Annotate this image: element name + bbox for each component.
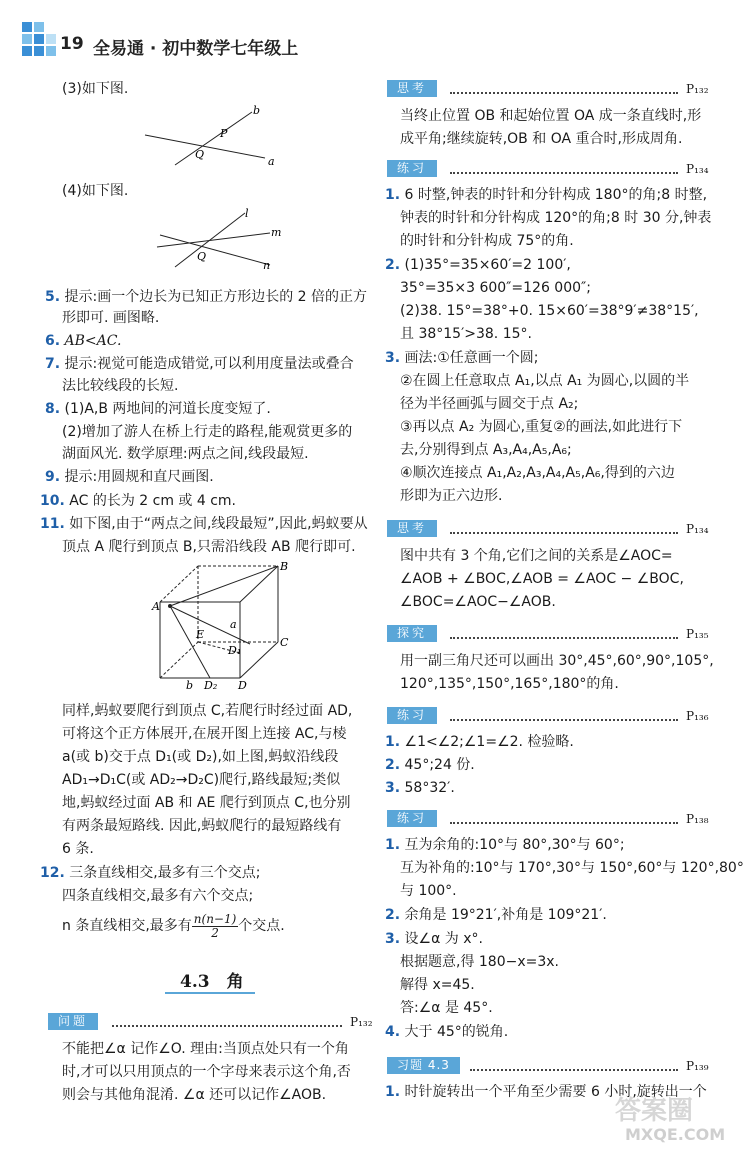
sikao1-line1: 当终止位置 OB 和起始位置 OA 成一条直线时,形 [400, 108, 702, 124]
wenti-page: P₁₃₂ [350, 1015, 373, 1029]
tanjiu-line1: 用一副三角尺还可以画出 30°,45°,60°,90°,105°, [400, 653, 714, 669]
figure-3-lines [140, 100, 290, 170]
fig3-b: b [253, 104, 261, 117]
sikao1-tag: 思考 [387, 80, 437, 97]
lianxi3-page: P₁₃₈ [686, 812, 709, 826]
lianxi1-q2-line2: 35°=35×3 600″=126 000″; [400, 280, 591, 296]
lianxi1-q3-line5: 去,分别得到点 A₃,A₄,A₅,A₆; [400, 442, 572, 458]
wenti-line2: 时,才可以只用顶点的一个字母来表示这个角,否 [62, 1064, 351, 1080]
lianxi3-q1: 1. 互为余角的:10°与 80°,30°与 60°; [385, 837, 625, 853]
q11b-line5: 地,蚂蚁经过面 AB 和 AE 爬行到顶点 C,也分别 [62, 795, 351, 811]
sikao1-dots [450, 92, 678, 94]
wenti-line3: 则会与其他角混淆. ∠α 还可以记作∠AOB. [62, 1087, 327, 1103]
sikao2-page: P₁₃₄ [686, 522, 709, 536]
wenti-line1: 不能把∠α 记作∠O. 理由:当顶点处只有一个角 [62, 1041, 349, 1057]
lianxi3-dots [450, 822, 678, 824]
cube-A: A [152, 600, 160, 613]
lianxi2-q1: 1. ∠1<∠2;∠1=∠2. 检验略. [385, 734, 574, 750]
q7: 7. 提示:视觉可能造成错觉,可以利用度量法或叠合 [45, 356, 354, 372]
xiti-tag: 习题 4.3 [387, 1057, 460, 1074]
lianxi1-q2-line4: 且 38°15′>38. 15°. [400, 326, 532, 342]
cube-figure [150, 558, 300, 693]
watermark-bottom: MXQE.COM [625, 1125, 726, 1144]
wenti-tag: 问题 [48, 1013, 98, 1030]
fig4-m: m [271, 226, 282, 239]
q12-line3: n 条直线相交,最多有 $\frac{n(n-1)}{2}$ 个交点. [62, 911, 285, 940]
q11b-line2: 可将这个正方体展开,在展开图上连接 AC,与棱 [62, 726, 347, 742]
lianxi1-q2-line3: (2)38. 15°=38°+0. 15×60′=38°9′≠38°15′, [400, 303, 699, 319]
book-title: 全易通 · 初中数学七年级上 [93, 39, 299, 59]
section-title: 4.3 角 [180, 972, 244, 992]
q12: 12. 三条直线相交,最多有三个交点; [40, 865, 261, 881]
lianxi1-q3-line2: ②在圆上任意取点 A₁,以点 A₁ 为圆心,以圆的半 [400, 373, 690, 389]
lianxi2-page: P₁₃₆ [686, 709, 709, 723]
q11b-line3: a(或 b)交于点 D₁(或 D₂),如上图,蚂蚁沿线段 [62, 749, 339, 765]
figure-4-lines [145, 205, 285, 270]
sikao1-page: P₁₃₂ [686, 82, 709, 96]
q10: 10. AC 的长为 2 cm 或 4 cm. [40, 493, 237, 509]
lianxi3-tag: 练习 [387, 810, 437, 827]
lianxi3-q3: 3. 设∠α 为 x°. [385, 931, 483, 947]
lianxi2-dots [450, 719, 678, 721]
q6: 6. AB<AC. [45, 333, 122, 349]
sikao2-tag: 思考 [387, 520, 437, 537]
fig4-l: l [245, 207, 249, 220]
cube-a: a [230, 618, 237, 631]
sikao2-line3: ∠BOC=∠AOC−∠AOB. [400, 594, 556, 610]
tanjiu-dots [450, 637, 678, 639]
lianxi1-tag: 练习 [387, 160, 437, 177]
cube-D2: D₂ [204, 679, 218, 692]
xiti-q1: 1. 时针旋转出一个平角至少需要 6 小时,旋转出一个 [385, 1084, 707, 1100]
lianxi3-q3-line4: 答:∠α 是 45°. [400, 1000, 493, 1016]
fig4-n: n [263, 259, 271, 270]
lianxi3-q1-line2: 互为补角的:10°与 170°,30°与 150°,60°与 120°,80° [400, 860, 744, 876]
xiti-dots [470, 1069, 678, 1071]
page-number: 19 [60, 34, 84, 54]
q12-fraction: $\frac{n(n-1)}{2}$ [193, 911, 237, 940]
lianxi1-q3: 3. 画法:①任意画一个圆; [385, 350, 539, 366]
q11b-line4: AD₁→D₁C(或 AD₂→D₂C)爬行,路线最短;类似 [62, 772, 341, 788]
lianxi1-q3-line4: ③再以点 A₂ 为圆心,重复②的画法,如此进行下 [400, 419, 683, 435]
wenti-dots [112, 1025, 342, 1027]
lianxi3-q4: 4. 大于 45°的锐角. [385, 1024, 509, 1040]
q5: 5. 提示:画一个边长为已知正方形边长的 2 倍的正方 [45, 289, 368, 305]
sikao2-line1: 图中共有 3 个角,它们之间的关系是∠AOC= [400, 548, 673, 564]
sikao2-dots [450, 532, 678, 534]
lianxi1-page: P₁₃₄ [686, 162, 709, 176]
cube-C: C [280, 636, 289, 649]
item3-label: (3)如下图. [62, 81, 129, 97]
lianxi2-q2: 2. 45°;24 份. [385, 757, 475, 773]
lianxi1-q3-line7: 形即为正六边形. [400, 488, 503, 504]
cube-D: D [238, 679, 247, 692]
lianxi1-q2: 2. (1)35°=35×60′=2 100′, [385, 257, 571, 273]
lianxi1-q1-line3: 的时针和分针构成 75°的角. [400, 233, 574, 249]
q11: 11. 如下图,由于“两点之间,线段最短”,因此,蚂蚁要从 [40, 516, 368, 532]
q8-line3: 湖面风光. 数学原理:两点之间,线段最短. [62, 446, 309, 462]
lianxi3-q1-line3: 与 100°. [400, 883, 457, 899]
section-underline [165, 992, 255, 994]
fig3-Q: Q [195, 148, 205, 161]
lianxi3-q2: 2. 余角是 19°21′,补角是 109°21′. [385, 907, 607, 923]
watermark-top: 答案圈 [615, 1096, 694, 1126]
q8-line2: (2)增加了游人在桥上行走的路程,能观赏更多的 [62, 424, 353, 440]
q11b-line6: 有两条最短路线. 因此,蚂蚁爬行的最短路线有 [62, 818, 342, 834]
q9: 9. 提示:用圆规和直尺画图. [45, 469, 214, 485]
sikao1-line2: 成平角;继续旋转,OB 和 OA 重合时,形成周角. [400, 131, 683, 147]
q11-line2: 顶点 A 爬行到顶点 B,只需沿线段 AB 爬行即可. [62, 539, 356, 555]
lianxi3-q3-line2: 根据题意,得 180−x=3x. [400, 954, 560, 970]
lianxi1-q3-line3: 径为半径画弧与圆交于点 A₂; [400, 396, 579, 412]
q11b-line1: 同样,蚂蚁要爬行到顶点 C,若爬行时经过面 AD, [62, 703, 353, 719]
q7-line2: 法比较线段的长短. [62, 378, 179, 394]
lianxi1-q1-line2: 钟表的时针和分针构成 120°的角;8 时 30 分,钟表 [400, 210, 712, 226]
lianxi3-q3-line3: 解得 x=45. [400, 977, 475, 993]
cube-B: B [280, 560, 289, 573]
tanjiu-page: P₁₃₅ [686, 627, 709, 641]
fig3-P: P [220, 127, 228, 140]
lianxi2-tag: 练习 [387, 707, 437, 724]
lianxi2-q3: 3. 58°32′. [385, 780, 455, 796]
q8: 8. (1)A,B 两地间的河道长度变短了. [45, 401, 271, 417]
xiti-page: P₁₃₉ [686, 1059, 709, 1073]
cube-E: E [196, 628, 205, 641]
fig4-Q: Q [197, 250, 207, 263]
header-logo [22, 22, 60, 66]
fig3-a: a [268, 155, 275, 168]
item4-label: (4)如下图. [62, 183, 129, 199]
lianxi1-dots [450, 172, 678, 174]
tanjiu-tag: 探究 [387, 625, 437, 642]
lianxi1-q1: 1. 6 时整,钟表的时针和分针构成 180°的角;8 时整, [385, 187, 708, 203]
cube-D1: D₁ [228, 644, 242, 657]
tanjiu-line2: 120°,135°,150°,165°,180°的角. [400, 676, 619, 692]
cube-b: b [186, 679, 194, 692]
lianxi1-q3-line6: ④顺次连接点 A₁,A₂,A₃,A₄,A₅,A₆,得到的六边 [400, 465, 675, 481]
q11b-line7: 6 条. [62, 841, 94, 857]
q5-line2: 形即可. 画图略. [62, 310, 160, 326]
q12-line2: 四条直线相交,最多有六个交点; [62, 888, 254, 904]
sikao2-line2: ∠AOB + ∠BOC,∠AOB = ∠AOC − ∠BOC, [400, 571, 684, 587]
